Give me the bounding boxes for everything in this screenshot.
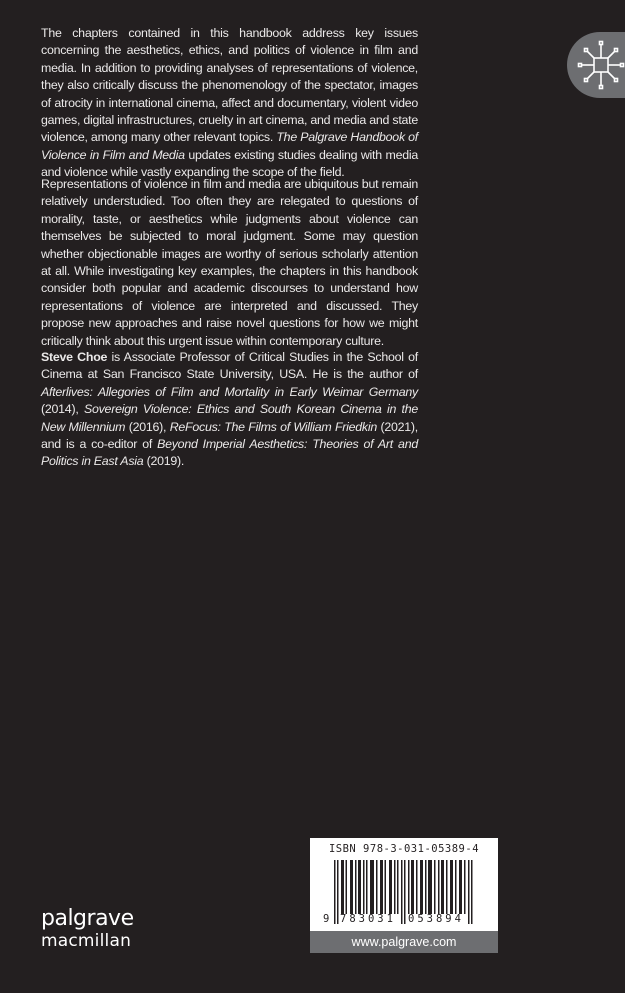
logo-line-palgrave: palgrave xyxy=(41,906,134,931)
bio-text: (2014), xyxy=(41,402,84,417)
description-paragraph-1 xyxy=(41,25,418,182)
p2-text: Representations of violence in film and media are ubiquitous but remain relatively understudied. Too often they are relegated to questions of morality, taste, or aesthetics while judgments about violence can themselves be subjected to moral judgment. Some may question whether objectionable images are worthy of serious scholarly attention at all. While investigating key examples, the chapters in this handbook consider both popular and academic discourses to understand how representations of violence are interpreted and discussed. They propose new approaches and raise novel questions for how we might critically think about this urgent issue within contemporary culture. xyxy=(41,177,418,348)
barcode-first-digit: 9 xyxy=(323,913,330,925)
network-chip-icon xyxy=(567,32,625,98)
barcode-digit-group-2: 053894 xyxy=(408,913,464,925)
bio-text: (2016), xyxy=(125,419,170,434)
p1-text-b: updates existing studies dealing with media and violence while vastly expanding the scope of the field. xyxy=(41,147,418,180)
book-title-beyond-imperial-aesthetics: Beyond Imperial Aesthetics: Theories of Art and Politics in East Asia xyxy=(41,437,418,469)
book-title-sovereign-violence: Sovereign Violence: Ethics and South Korean Cinema in the New Millennium xyxy=(41,402,419,434)
bio-text: is Associate Professor of Critical Studies in the School of Cinema at San Francisco State University, USA. He is the author of xyxy=(41,350,419,382)
book-title-italic: The Palgrave Handbook of Violence in Film and Media xyxy=(41,130,418,162)
p1-text-a: The chapters contained in this handbook address key issues concerning the aesthetics, ethics, and politics of violence in film and media. In addition to providing analyses of representations of violence, they also critically discuss the phenomenology of the spectator, images of atrocity in international cinema, affect and documentary, violent video games, digital infrastructures, cruelty in art cinema, and media and state violence, among many other relevant topics. xyxy=(41,26,418,145)
author-name: Steve Choe xyxy=(41,350,108,364)
author-bio xyxy=(41,349,418,471)
description-paragraph-2 xyxy=(41,176,418,350)
book-title-afterlives: Afterlives: Allegories of Film and Mortality in Early Weimar Germany xyxy=(41,384,418,399)
publisher-logo xyxy=(41,908,134,950)
isbn-label: ISBN 978-3-031-05389-4 xyxy=(328,843,480,855)
logo-line-macmillan: macmillan xyxy=(41,931,132,951)
barcode-digit-group-1: 783031 xyxy=(340,913,396,925)
bio-text: (2019). xyxy=(143,454,185,469)
publisher-url: www.palgrave.com xyxy=(310,931,498,953)
series-badge xyxy=(567,32,625,98)
bio-text: (2021), and is a co-editor of xyxy=(41,419,419,452)
book-title-refocus: ReFocus: The Films of William Friedkin xyxy=(169,419,378,434)
isbn-barcode xyxy=(310,838,498,953)
